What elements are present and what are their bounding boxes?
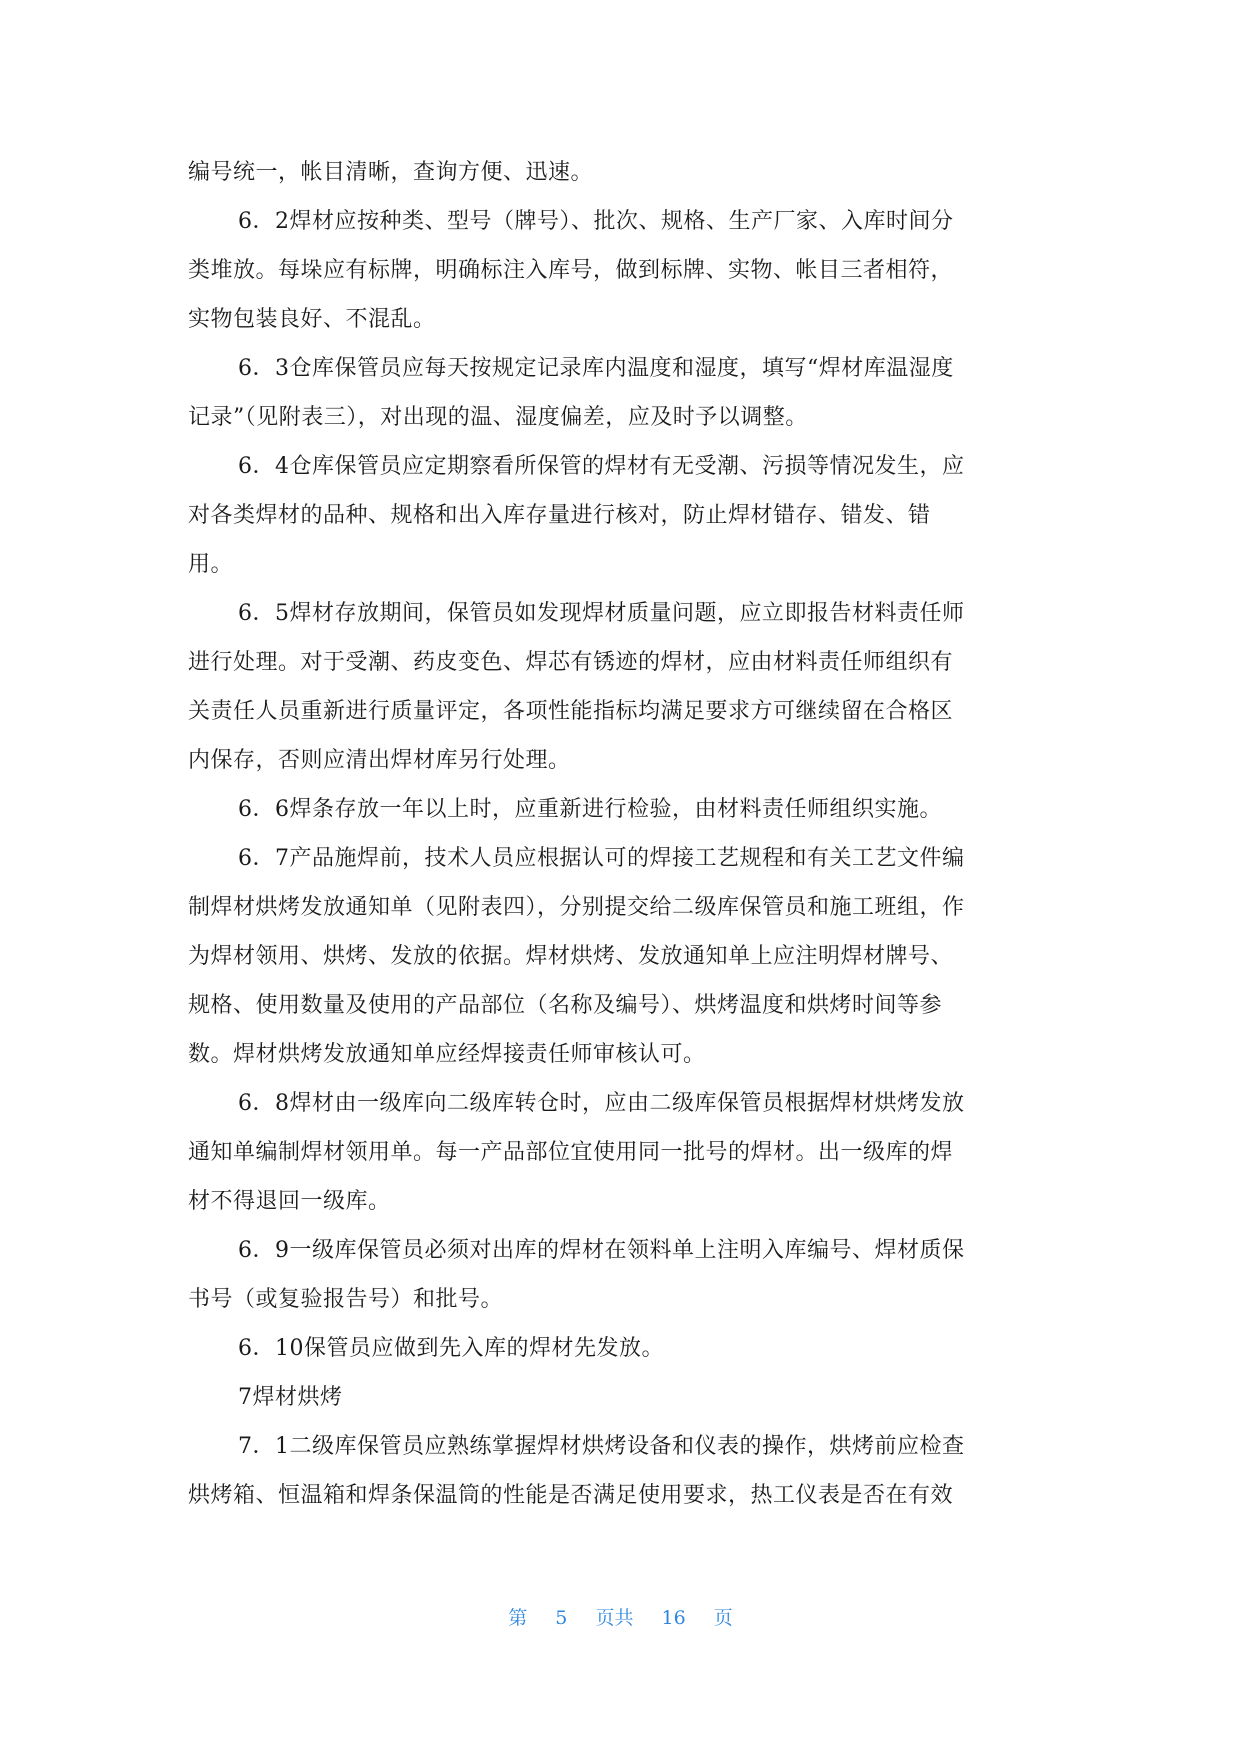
text-line: 内保存，否则应清出焊材库另行处理。: [188, 748, 571, 773]
text-line: 6．6焊条存放一年以上时，应重新进行检验，由材料责任师组织实施。: [238, 797, 942, 822]
document-body: [188, 148, 1063, 1520]
page-footer-di: 第: [508, 1607, 528, 1629]
page-total: 16: [661, 1607, 686, 1629]
text-line: 6．3仓库保管员应每天按规定记录库内温度和湿度，填写“焊材库温湿度: [238, 356, 954, 381]
text-line: 6．5焊材存放期间，保管员如发现焊材质量问题，应立即报告材料责任师: [238, 601, 965, 626]
text-line: 实物包装良好、不混乱。: [188, 307, 436, 332]
text-line: 关责任人员重新进行质量评定，各项性能指标均满足要求方可继续留在合格区: [188, 699, 954, 724]
page-footer-ye-gong: 页共: [595, 1607, 634, 1629]
text-line: 6．9一级库保管员必须对出库的焊材在领料单上注明入库编号、焊材质保: [238, 1238, 965, 1263]
text-line: 烘烤箱、恒温箱和焊条保温筒的性能是否满足使用要求，热工仪表是否在有效: [188, 1483, 954, 1508]
page-footer: [0, 1603, 1241, 1630]
text-line: 材不得退回一级库。: [188, 1189, 391, 1214]
text-line: 对各类焊材的品种、规格和出入库存量进行核对，防止焊材错存、错发、错: [188, 503, 931, 528]
text-line: 规格、使用数量及使用的产品部位（名称及编号）、烘烤温度和烘烤时间等参: [188, 993, 943, 1018]
text-line: 6．7产品施焊前，技术人员应根据认可的焊接工艺规程和有关工艺文件编: [238, 846, 965, 871]
text-line: 书号（或复验报告号）和批号。: [188, 1287, 504, 1312]
text-line: 7．1二级库保管员应熟练掌握焊材烘烤设备和仪表的操作，烘烤前应检查: [238, 1434, 965, 1459]
page-footer-ye: 页: [713, 1607, 733, 1629]
text-line: 制焊材烘烤发放通知单（见附表四），分别提交给二级库保管员和施工班组，作: [188, 895, 965, 920]
page-number: 5: [555, 1607, 568, 1629]
text-line: 进行处理。对于受潮、药皮变色、焊芯有锈迹的焊材，应由材料责任师组织有: [188, 650, 954, 675]
text-line: 6．10保管员应做到先入库的焊材先发放。: [238, 1336, 664, 1361]
text-line: 6．4仓库保管员应定期察看所保管的焊材有无受潮、污损等情况发生，应: [238, 454, 965, 479]
text-line: 通知单编制焊材领用单。每一产品部位宜使用同一批号的焊材。出一级库的焊: [188, 1140, 954, 1165]
text-line: 用。: [188, 552, 234, 577]
text-line: 数。焊材烘烤发放通知单应经焊接责任师审核认可。: [188, 1042, 706, 1067]
text-line: 6．2焊材应按种类、型号（牌号）、批次、规格、生产厂家、入库时间分: [238, 209, 954, 234]
section-heading: 7焊材烘烤: [238, 1385, 343, 1410]
text-line: 编号统一，帐目清晰，查询方便、迅速。: [188, 160, 594, 185]
text-line: 为焊材领用、烘烤、发放的依据。焊材烘烤、发放通知单上应注明焊材牌号、: [188, 944, 954, 969]
text-line: 记录”（见附表三），对出现的温、湿度偏差，应及时予以调整。: [188, 405, 808, 430]
text-line: 类堆放。每垛应有标牌，明确标注入库号，做到标牌、实物、帐目三者相符，: [188, 258, 954, 283]
text-line: 6．8焊材由一级库向二级库转仓时，应由二级库保管员根据焊材烘烤发放: [238, 1091, 965, 1116]
